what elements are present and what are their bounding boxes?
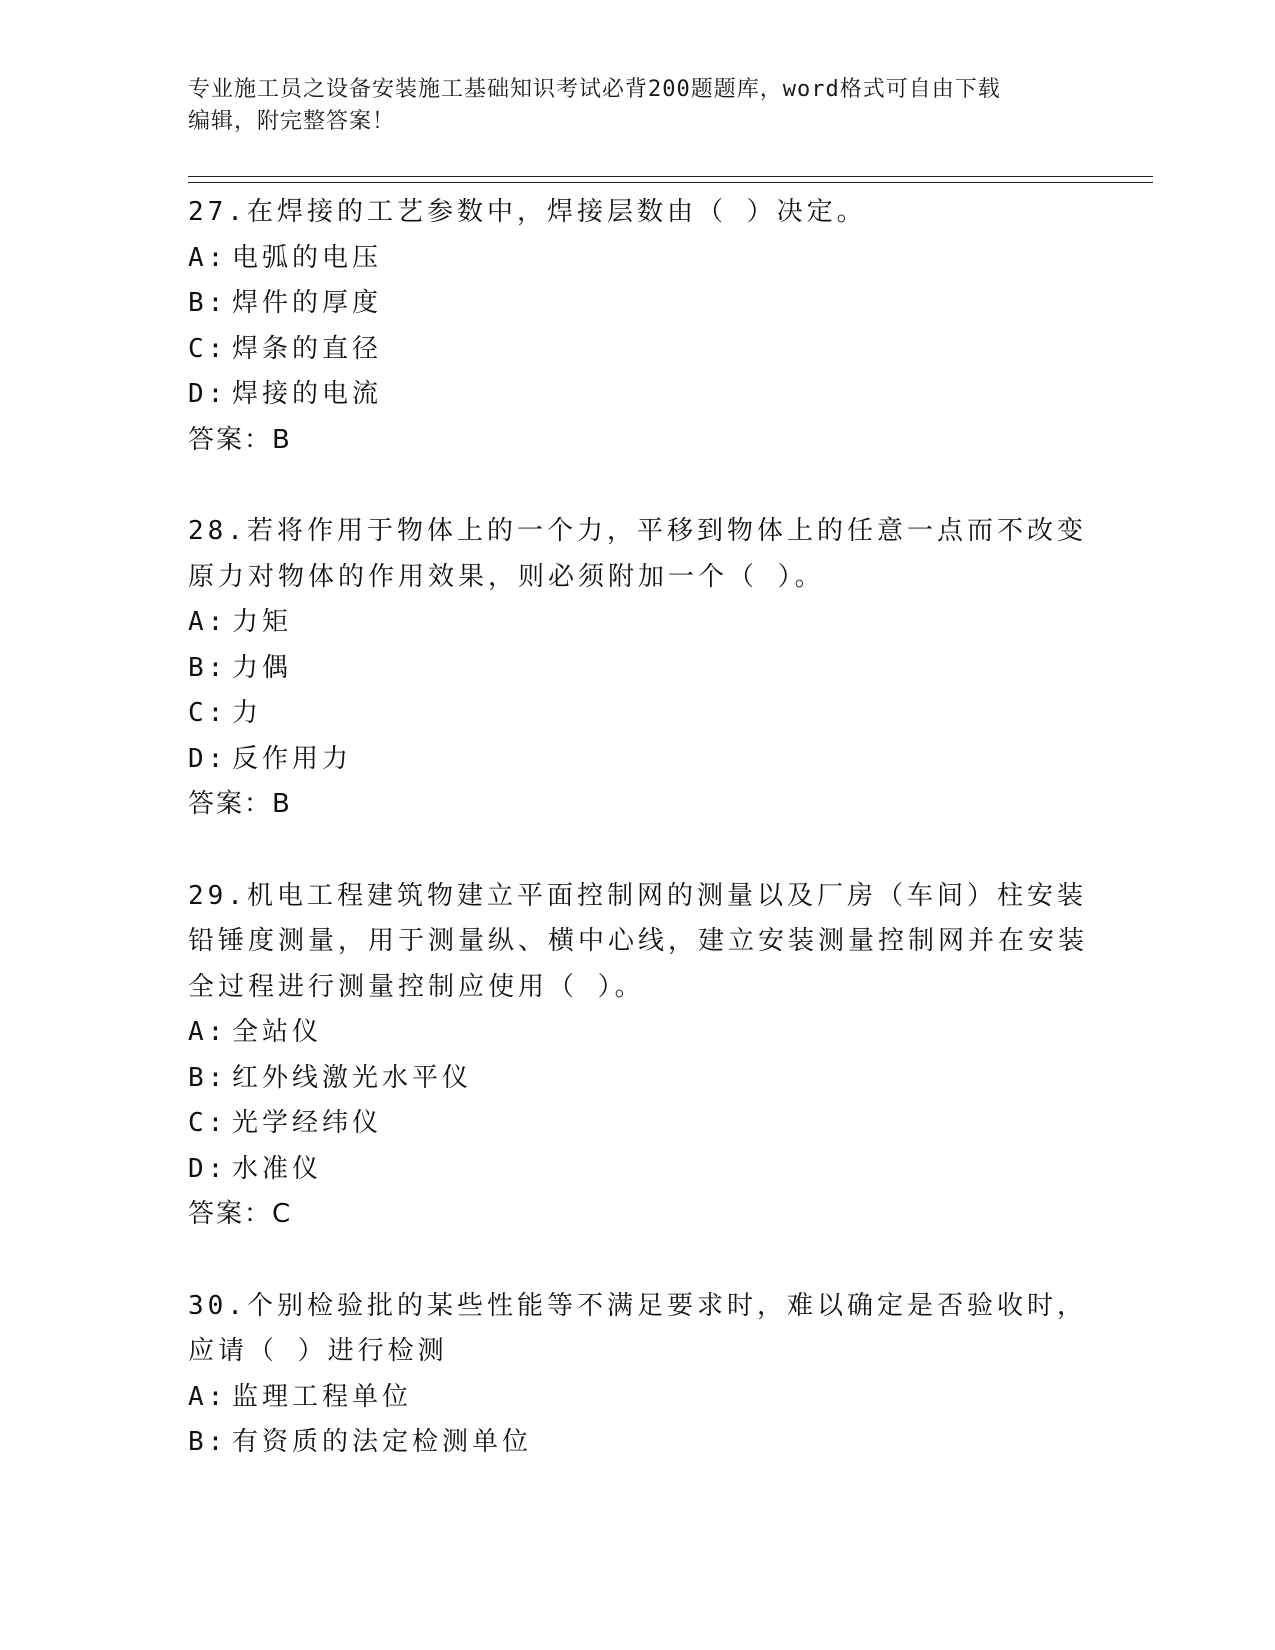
header-divider-bottom (188, 182, 1153, 183)
option-text: 焊接的电流 (232, 379, 383, 409)
option-letter: D: (188, 1153, 228, 1184)
option-letter: B: (188, 1062, 228, 1093)
option-b (188, 1420, 1088, 1466)
option-text: 光学经纬仪 (232, 1108, 383, 1138)
header-title-line-2: 编辑，附完整答案！ (188, 109, 396, 134)
question-text: 27.在焊接的工艺参数中，焊接层数由（ ）决定。 (188, 197, 867, 227)
option-a (188, 600, 1088, 646)
option-letter: C: (188, 333, 228, 364)
option-a (188, 1375, 1088, 1421)
option-letter: B: (188, 652, 228, 683)
option-text: 全站仪 (232, 1017, 323, 1047)
option-letter: D: (188, 379, 228, 409)
option-d (188, 372, 1088, 418)
option-letter: C: (188, 698, 228, 728)
option-letter: A: (188, 607, 228, 637)
option-text: 反作用力 (232, 743, 353, 774)
option-b (188, 281, 1088, 327)
option-text: 电弧的电压 (232, 242, 383, 273)
question-29 (188, 874, 1088, 1238)
option-text: 红外线激光水平仪 (232, 1062, 473, 1093)
answer-line: 答案：C (188, 1199, 293, 1229)
option-b (188, 646, 1088, 692)
option-c (188, 327, 1088, 373)
option-a (188, 236, 1088, 282)
option-letter: B: (188, 288, 228, 318)
option-letter: D: (188, 743, 228, 774)
header-divider-top (188, 176, 1153, 177)
option-letter: C: (188, 1108, 228, 1138)
option-letter: B: (188, 1427, 228, 1457)
option-text: 监理工程单位 (232, 1381, 413, 1412)
question-28 (188, 509, 1088, 828)
question-text: 29.机电工程建筑物建立平面控制网的测量以及厂房（车间）柱安装铅锤度测量，用于测量纵、横中心线，建立安装测量控制网并在安装全过程进行测量控制应使用（ ）。 (188, 880, 1089, 1002)
option-text: 焊条的直径 (232, 333, 383, 364)
document-header (188, 74, 1068, 138)
option-letter: A: (188, 1381, 228, 1412)
option-d (188, 737, 1088, 783)
option-a (188, 1010, 1088, 1056)
question-text: 30.个别检验批的某些性能等不满足要求时，难以确定是否验收时，应请（ ）进行检测 (188, 1290, 1087, 1366)
answer-line: 答案：B (188, 789, 292, 819)
option-text: 力矩 (232, 607, 293, 637)
option-letter: A: (188, 242, 228, 273)
option-text: 焊件的厚度 (232, 288, 383, 318)
question-text: 28.若将作用于物体上的一个力，平移到物体上的任意一点而不改变原力对物体的作用效果，则必须附加一个（ ）。 (188, 516, 1087, 592)
option-text: 有资质的法定检测单位 (232, 1427, 533, 1457)
answer-line: 答案：B (188, 424, 292, 455)
option-c (188, 1101, 1088, 1147)
option-text: 水准仪 (232, 1153, 323, 1184)
question-list (188, 190, 1088, 1512)
header-title-line-1: 专业施工员之设备安装施工基础知识考试必背200题题库，word格式可自由下载 (188, 77, 1001, 102)
question-27 (188, 190, 1088, 463)
option-c (188, 691, 1088, 737)
option-b (188, 1056, 1088, 1102)
option-letter: A: (188, 1017, 228, 1047)
option-d (188, 1147, 1088, 1193)
option-text: 力 (232, 698, 263, 728)
option-text: 力偶 (232, 652, 293, 683)
question-30 (188, 1284, 1088, 1466)
